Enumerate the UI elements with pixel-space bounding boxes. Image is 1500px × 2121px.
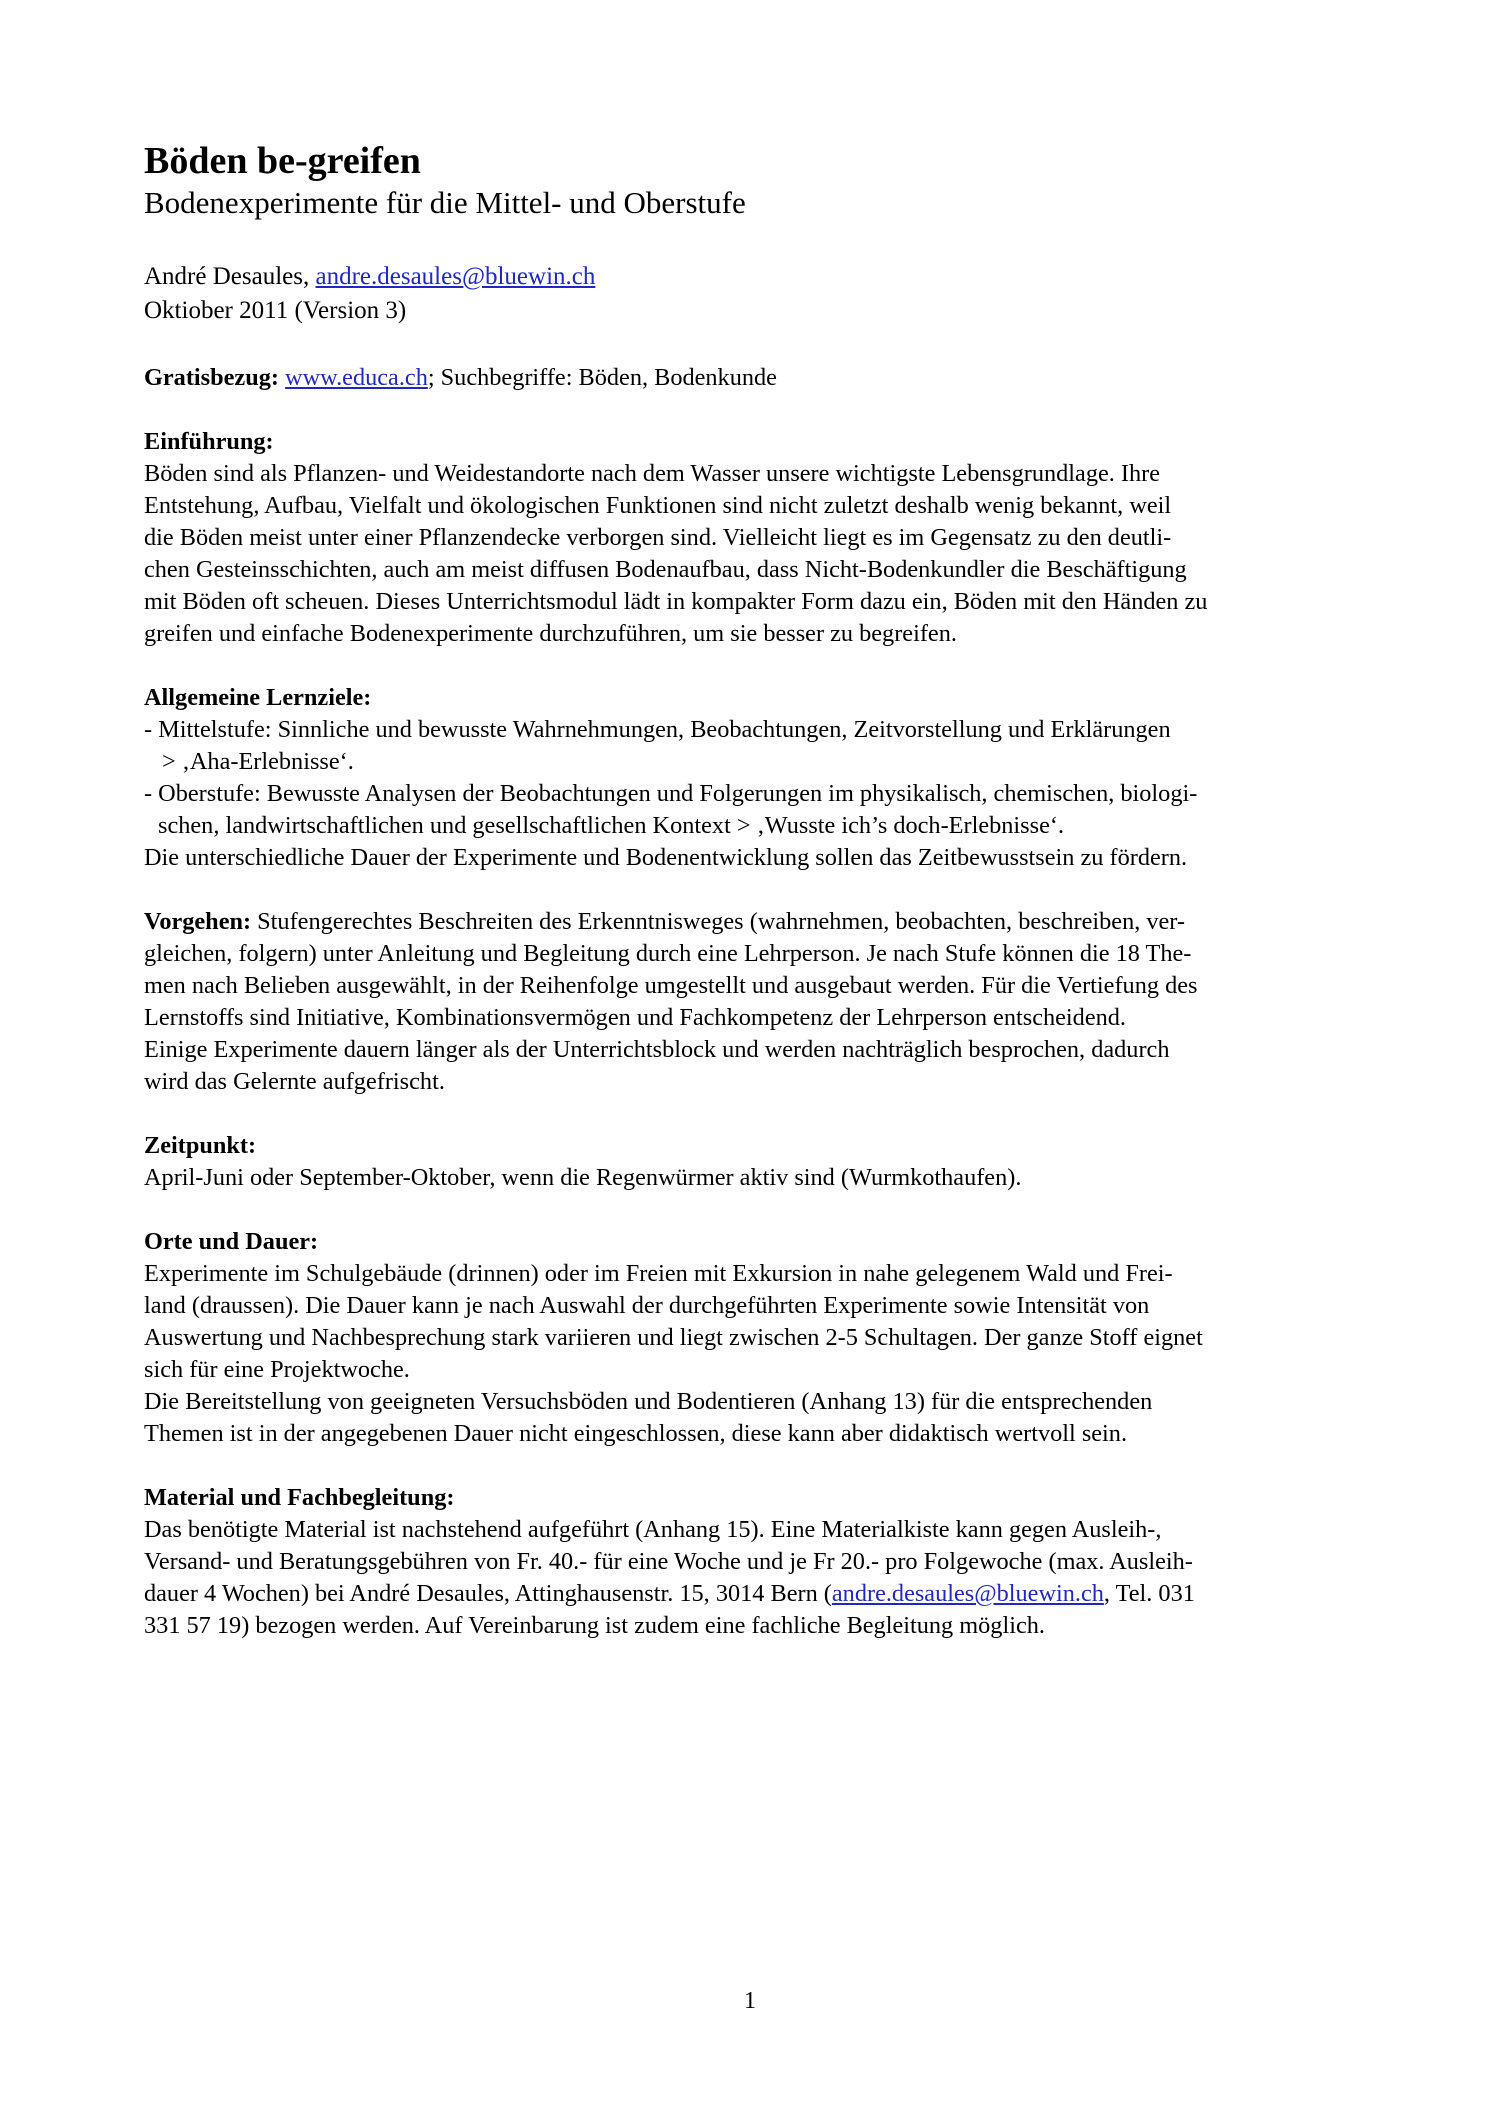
zeitpunkt-heading: Zeitpunkt: bbox=[144, 1132, 257, 1159]
material-line: Das benötigte Material ist nachstehend aufgeführt (Anhang 15). Eine Materialkiste kann gegen Ausleih-, bbox=[144, 1516, 1162, 1543]
einfuehrung-line: die Böden meist unter einer Pflanzendecke verborgen sind. Vielleicht liegt es im Gegensatz zu den deutli- bbox=[144, 524, 1172, 551]
einfuehrung-line: Entstehung, Aufbau, Vielfalt und ökologischen Funktionen sind nicht zuletzt deshalb wenig bekannt, weil bbox=[144, 492, 1172, 519]
einfuehrung-line: greifen und einfache Bodenexperimente durchzuführen, um sie besser zu begreifen. bbox=[144, 620, 957, 647]
material-contact-pre: dauer 4 Wochen) bei André Desaules, Attinghausenstr. 15, 3014 Bern ( bbox=[144, 1580, 832, 1607]
einfuehrung-line: Böden sind als Pflanzen- und Weidestandorte nach dem Wasser unsere wichtigste Lebensgrundlage. Ihre bbox=[144, 460, 1161, 487]
vorgehen-line: Einige Experimente dauern länger als der Unterrichtsblock und werden nachträglich besprochen, dadurch bbox=[144, 1036, 1170, 1063]
einfuehrung-line: mit Böden oft scheuen. Dieses Unterrichtsmodul lädt in kompakter Form dazu ein, Böden mit den Händen zu bbox=[144, 588, 1208, 615]
lernziele-dauer: Die unterschiedliche Dauer der Experimente und Bodenentwicklung sollen das Zeitbewusstsein zu fördern. bbox=[144, 844, 1188, 871]
page-number: 1 bbox=[744, 1988, 756, 2014]
lernziele-section bbox=[144, 682, 1374, 874]
lernziele-oberstufe: - Oberstufe: Bewusste Analysen der Beobachtungen und Folgerungen im physikalisch, chemischen, biologi- bbox=[144, 780, 1198, 807]
zeitpunkt-section bbox=[144, 1130, 1374, 1194]
material-line: 331 57 19) bezogen werden. Auf Vereinbarung ist zudem eine fachliche Begleitung möglich. bbox=[144, 1612, 1045, 1639]
vorgehen-line: gleichen, folgern) unter Anleitung und Begleitung durch eine Lehrperson. Je nach Stufe können die 18 The- bbox=[144, 940, 1192, 967]
orte-section bbox=[144, 1226, 1374, 1450]
gratis-section bbox=[144, 362, 1374, 394]
educa-link[interactable]: www.educa.ch bbox=[285, 364, 428, 391]
lernziele-mittelstufe-cont: > ‚Aha-Erlebnisse‘. bbox=[162, 748, 354, 775]
zeitpunkt-text: April-Juni oder September-Oktober, wenn die Regenwürmer aktiv sind (Wurmkothaufen). bbox=[144, 1164, 1022, 1191]
vorgehen-line: Lernstoffs sind Initiative, Kombinationsvermögen und Fachkompetenz der Lehrperson entscheidend. bbox=[144, 1004, 1126, 1031]
einfuehrung-heading: Einführung: bbox=[144, 428, 274, 455]
orte-heading: Orte und Dauer: bbox=[144, 1228, 319, 1255]
author-email-link[interactable]: andre.desaules@bluewin.ch bbox=[315, 263, 596, 290]
orte-line: Die Bereitstellung von geeigneten Versuchsböden und Bodentieren (Anhang 13) für die entsprechenden bbox=[144, 1388, 1153, 1415]
gratis-label: Gratisbezug: bbox=[144, 364, 279, 391]
vorgehen-label: Vorgehen: bbox=[144, 908, 252, 935]
material-email-link[interactable]: andre.desaules@bluewin.ch bbox=[831, 1580, 1104, 1607]
vorgehen-section bbox=[144, 906, 1374, 1098]
lernziele-heading: Allgemeine Lernziele: bbox=[144, 684, 372, 711]
document-subtitle: Bodenexperimente für die Mittel- und Oberstufe bbox=[144, 185, 746, 220]
material-line: Versand- und Beratungsgebühren von Fr. 40.- für eine Woche und je Fr 20.- pro Folgewoche (max. Ausleih- bbox=[144, 1548, 1193, 1575]
document-date: Oktiober 2011 (Version 3) bbox=[144, 297, 407, 324]
orte-line: Experimente im Schulgebäude (drinnen) oder im Freien mit Exkursion in nahe gelegenem Wald und Frei- bbox=[144, 1260, 1173, 1287]
vorgehen-line: men nach Belieben ausgewählt, in der Reihenfolge umgestellt und ausgebaut werden. Für die Vertiefung des bbox=[144, 972, 1198, 999]
einfuehrung-section bbox=[144, 426, 1374, 650]
vorgehen-line: wird das Gelernte aufgefrischt. bbox=[144, 1068, 445, 1095]
lernziele-oberstufe-cont: schen, landwirtschaftlichen und gesellschaftlichen Kontext > ‚Wusste ich’s doch-Erlebnisse‘. bbox=[158, 812, 1065, 839]
material-section bbox=[144, 1482, 1374, 1642]
material-heading: Material und Fachbegleitung: bbox=[144, 1484, 455, 1511]
orte-line: sich für eine Projektwoche. bbox=[144, 1356, 410, 1383]
document-title: Böden be-greifen bbox=[144, 140, 421, 182]
einfuehrung-line: chen Gesteinsschichten, auch am meist diffusen Bodenaufbau, dass Nicht-Bodenkundler die Beschäftigung bbox=[144, 556, 1187, 583]
author-block bbox=[144, 260, 1374, 328]
material-contact-post: , Tel. 031 bbox=[1103, 1580, 1195, 1607]
vorgehen-first-line bbox=[144, 906, 1374, 938]
lernziele-mittelstufe: - Mittelstufe: Sinnliche und bewusste Wahrnehmungen, Beobachtungen, Zeitvorstellung und Erklärungen bbox=[144, 716, 1171, 743]
page-content bbox=[144, 138, 1374, 1642]
orte-line: land (draussen). Die Dauer kann je nach Auswahl der durchgeführten Experimente sowie Intensität von bbox=[144, 1292, 1150, 1319]
author-line bbox=[144, 260, 1374, 294]
orte-line: Themen ist in der angegebenen Dauer nicht eingeschlossen, diese kann aber didaktisch wertvoll sein. bbox=[144, 1420, 1128, 1447]
orte-line: Auswertung und Nachbesprechung stark variieren und liegt zwischen 2-5 Schultagen. Der ganze Stoff eignet bbox=[144, 1324, 1203, 1351]
author-name: André Desaules, bbox=[144, 263, 316, 290]
material-contact-line bbox=[144, 1578, 1374, 1610]
gratis-rest: ; Suchbegriffe: Böden, Bodenkunde bbox=[427, 364, 777, 391]
vorgehen-first-text: Stufengerechtes Beschreiten des Erkenntnisweges (wahrnehmen, beobachten, beschreiben, ver- bbox=[251, 908, 1185, 935]
